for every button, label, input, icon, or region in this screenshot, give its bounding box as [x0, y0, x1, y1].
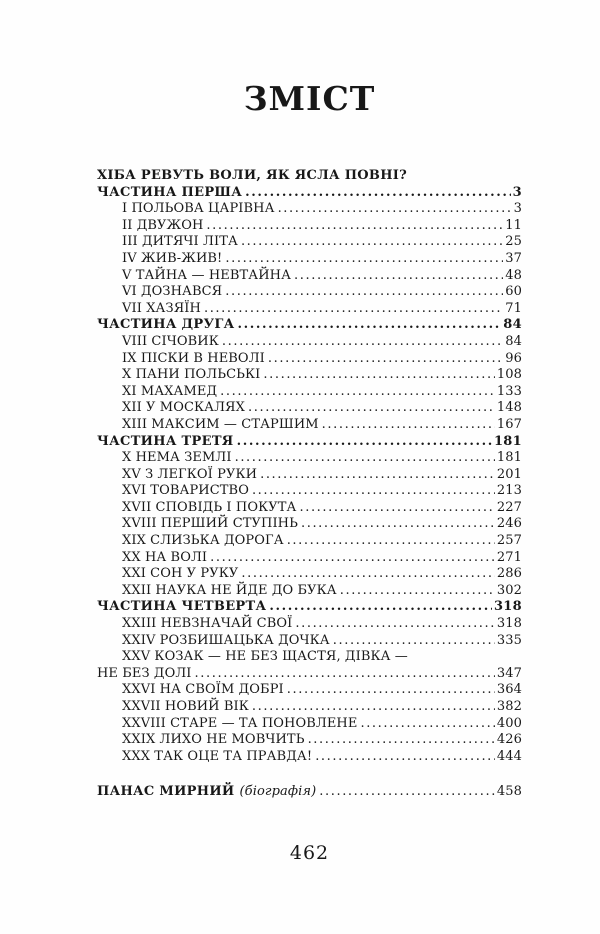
dot-leader	[252, 483, 495, 500]
toc-entry-label: XXVIII СТАРЕ — ТА ПОНОВЛЕНЕ	[122, 715, 358, 731]
toc-entry-label: XXIX ЛИХО НЕ МОВЧИТЬ	[122, 732, 305, 748]
toc-list	[97, 168, 522, 801]
toc-chapter-row	[97, 633, 522, 650]
dot-leader	[319, 784, 495, 801]
dot-leader	[295, 616, 495, 633]
toc-entry-label: XXX ТАК ОЦЕ ТА ПРАВДА!	[122, 748, 313, 764]
toc-entry-label: XXIV РОЗБИШАЦЬКА ДОЧКА	[122, 632, 330, 648]
toc-entry-page: 3	[513, 201, 522, 217]
toc-chapter-row	[97, 500, 522, 517]
dot-leader	[241, 234, 503, 251]
dot-leader	[260, 467, 495, 484]
toc-entry-page: 257	[496, 533, 522, 549]
toc-entry-page: 96	[505, 350, 522, 366]
toc-entry-label: XIII МАКСИМ — СТАРШИМ	[122, 416, 319, 432]
toc-entry-label: XV З ЛЕГКОЇ РУКИ	[122, 466, 258, 482]
toc-entry-page: 286	[496, 566, 522, 582]
dot-leader	[195, 666, 495, 683]
toc-entry-page: 444	[496, 748, 522, 764]
toc-entry-label: III ДИТЯЧІ ЛІТА	[122, 234, 238, 250]
dot-leader	[235, 450, 495, 467]
page-number: 462	[289, 842, 330, 864]
toc-entry-label: XVII СПОВІДЬ І ПОКУТА	[122, 499, 297, 515]
toc-entry-label: XI МАХАМЕД	[122, 383, 218, 399]
toc-chapter-row	[97, 334, 522, 351]
toc-entry-page: 11	[505, 217, 522, 233]
toc-entry-page: 25	[505, 234, 522, 250]
toc-entry-label: II ДВУЖОН	[122, 217, 204, 233]
toc-part-row	[97, 185, 522, 202]
dot-leader	[340, 583, 495, 600]
toc-chapter-row	[97, 467, 522, 484]
toc-entry-page: 382	[496, 699, 522, 714]
toc-part-row	[97, 434, 522, 451]
toc-entry-label: ЧАСТИНА ДРУГА	[97, 317, 235, 333]
toc-chapter-row	[97, 583, 522, 600]
toc-entry-label: VI ДОЗНАВСЯ	[122, 284, 223, 300]
toc-entry-page: 181	[496, 450, 522, 466]
dot-leader	[237, 434, 492, 451]
toc-chapter-row	[97, 351, 522, 368]
toc-entry-label: ЧАСТИНА ТРЕТЯ	[97, 433, 234, 449]
toc-chapter-row	[97, 616, 522, 633]
toc-chapter-row	[97, 749, 522, 766]
toc-continuation-row	[97, 666, 522, 683]
toc-entry-page: 318	[496, 616, 522, 632]
toc-entry-label: XXV КОЗАК — НЕ БЕЗ ЩАСТЯ, ДІВКА —	[122, 649, 408, 665]
toc-entry-page: 271	[496, 549, 522, 565]
toc-entry-page: 84	[505, 333, 522, 349]
toc-entry-page: 37	[505, 250, 522, 266]
dot-leader	[268, 351, 503, 368]
dot-leader	[287, 533, 495, 550]
dot-leader	[299, 500, 494, 517]
dot-leader	[222, 334, 503, 351]
dot-leader	[206, 218, 503, 235]
toc-chapter-row	[97, 732, 522, 749]
toc-chapter-row	[97, 417, 522, 434]
toc-entry-page: 133	[496, 383, 522, 399]
toc-entry-label: XX НА ВОЛІ	[122, 549, 208, 565]
toc-chapter-row	[97, 234, 522, 251]
dot-leader	[210, 550, 495, 567]
dot-leader	[315, 749, 495, 766]
toc-entry-page: 48	[505, 267, 522, 283]
toc-entry-page: 148	[496, 400, 522, 416]
toc-entry-page: 108	[496, 367, 522, 383]
toc-chapter-row	[97, 566, 522, 583]
author-suffix: (біографія)	[239, 784, 317, 800]
toc-entry-page: 426	[496, 732, 522, 748]
dot-leader	[241, 566, 495, 583]
toc-entry-page: 347	[496, 665, 522, 681]
toc-entry-label: XXIII НЕВЗНАЧАЙ СВОЇ	[122, 616, 293, 632]
book-title: ХІБА РЕВУТЬ ВОЛИ, ЯК ЯСЛА ПОВНІ?	[97, 168, 408, 183]
dot-leader	[238, 317, 502, 334]
toc-chapter-row	[97, 516, 522, 533]
dot-leader	[220, 384, 495, 401]
dot-leader	[225, 284, 503, 301]
toc-entry-label: XVIII ПЕРШИЙ СТУПІНЬ	[122, 516, 298, 532]
toc-entry-label: XVI ТОВАРИСТВО	[122, 483, 249, 499]
toc-entry-label: XXI СОН У РУКУ	[122, 566, 239, 582]
dot-leader	[248, 400, 495, 417]
toc-entry-label: XII У МОСКАЛЯХ	[122, 400, 246, 416]
toc-chapter-row	[97, 550, 522, 567]
toc-entry-label: I ПОЛЬОВА ЦАРІВНА	[122, 201, 275, 217]
toc-part-row	[97, 317, 522, 334]
toc-chapter-row	[97, 367, 522, 384]
toc-chapter-row	[97, 649, 522, 666]
toc-entry-label: XXVI НА СВОЇМ ДОБРІ	[122, 682, 284, 698]
author-entry-label	[97, 784, 316, 801]
toc-entry-label: X НЕМА ЗЕМЛІ	[122, 450, 232, 466]
toc-chapter-row	[97, 682, 522, 699]
toc-entry-page: 335	[496, 632, 522, 648]
toc-entry-label: XXVII НОВИЙ ВІК	[122, 699, 249, 714]
toc-entry-page: 246	[496, 516, 522, 532]
toc-entry-page: 71	[505, 300, 522, 316]
toc-entry-label: ЧАСТИНА ПЕРША	[97, 184, 243, 200]
toc-entry-page: 201	[496, 466, 522, 482]
author-entry-page: 458	[496, 784, 522, 800]
dot-leader	[278, 201, 512, 218]
toc-chapter-row	[97, 716, 522, 733]
toc-entry-page: 167	[496, 416, 522, 432]
toc-entry-page: 302	[496, 582, 522, 598]
dot-leader	[204, 301, 503, 318]
toc-entry-label: ЧАСТИНА ЧЕТВЕРТА	[97, 599, 267, 615]
toc-entry-page: 364	[496, 682, 522, 698]
toc-chapter-row	[97, 251, 522, 268]
toc-chapter-row	[97, 384, 522, 401]
dot-leader	[263, 367, 494, 384]
toc-entry-page: 60	[505, 284, 522, 300]
author-entry-row	[97, 784, 522, 801]
toc-entry-page: 318	[493, 599, 522, 615]
dot-leader	[294, 268, 503, 285]
page-title: ЗМІСТ	[243, 79, 376, 118]
dot-leader	[360, 716, 494, 733]
toc-entry-label: V ТАЙНА — НЕВТАЙНА	[122, 267, 292, 283]
author-name: ПАНАС МИРНИЙ	[97, 784, 235, 800]
toc-chapter-row	[97, 268, 522, 285]
toc-entries	[97, 185, 522, 766]
book-title-row	[97, 168, 522, 185]
toc-chapter-row	[97, 284, 522, 301]
dot-leader	[301, 516, 495, 533]
dot-leader	[252, 699, 495, 716]
toc-entry-label: IV ЖИВ-ЖИВ!	[122, 250, 223, 266]
toc-entry-label: XXII НАУКА НЕ ЙДЕ ДО БУКА	[122, 582, 337, 598]
toc-chapter-row	[97, 699, 522, 716]
dot-leader	[322, 417, 495, 434]
dot-leader	[245, 185, 511, 202]
toc-entry-label: VIII СІЧОВИК	[122, 333, 219, 349]
toc-entry-label: XIX СЛИЗЬКА ДОРОГА	[122, 533, 284, 549]
toc-entry-page: 3	[512, 184, 522, 200]
dot-leader	[333, 633, 495, 650]
dot-leader	[225, 251, 503, 268]
toc-entry-page: 227	[496, 499, 522, 515]
dot-leader	[269, 599, 492, 616]
toc-chapter-row	[97, 201, 522, 218]
toc-chapter-row	[97, 301, 522, 318]
toc-chapter-row	[97, 483, 522, 500]
toc-chapter-row	[97, 218, 522, 235]
toc-entry-label: IX ПІСКИ В НЕВОЛІ	[122, 350, 265, 366]
toc-entry-label: X ПАНИ ПОЛЬСЬКІ	[122, 367, 261, 383]
toc-entry-page: 213	[496, 483, 522, 499]
toc-chapter-row	[97, 533, 522, 550]
toc-part-row	[97, 599, 522, 616]
toc-entry-page: 181	[493, 433, 522, 449]
toc-chapter-row	[97, 450, 522, 467]
dot-leader	[308, 732, 495, 749]
toc-entry-label: VII ХАЗЯЇН	[122, 300, 201, 316]
dot-leader	[287, 682, 495, 699]
toc-chapter-row	[97, 400, 522, 417]
toc-entry-page: 84	[503, 317, 522, 333]
toc-entry-page: 400	[496, 715, 522, 731]
toc-entry-label: НЕ БЕЗ ДОЛІ	[97, 665, 192, 681]
